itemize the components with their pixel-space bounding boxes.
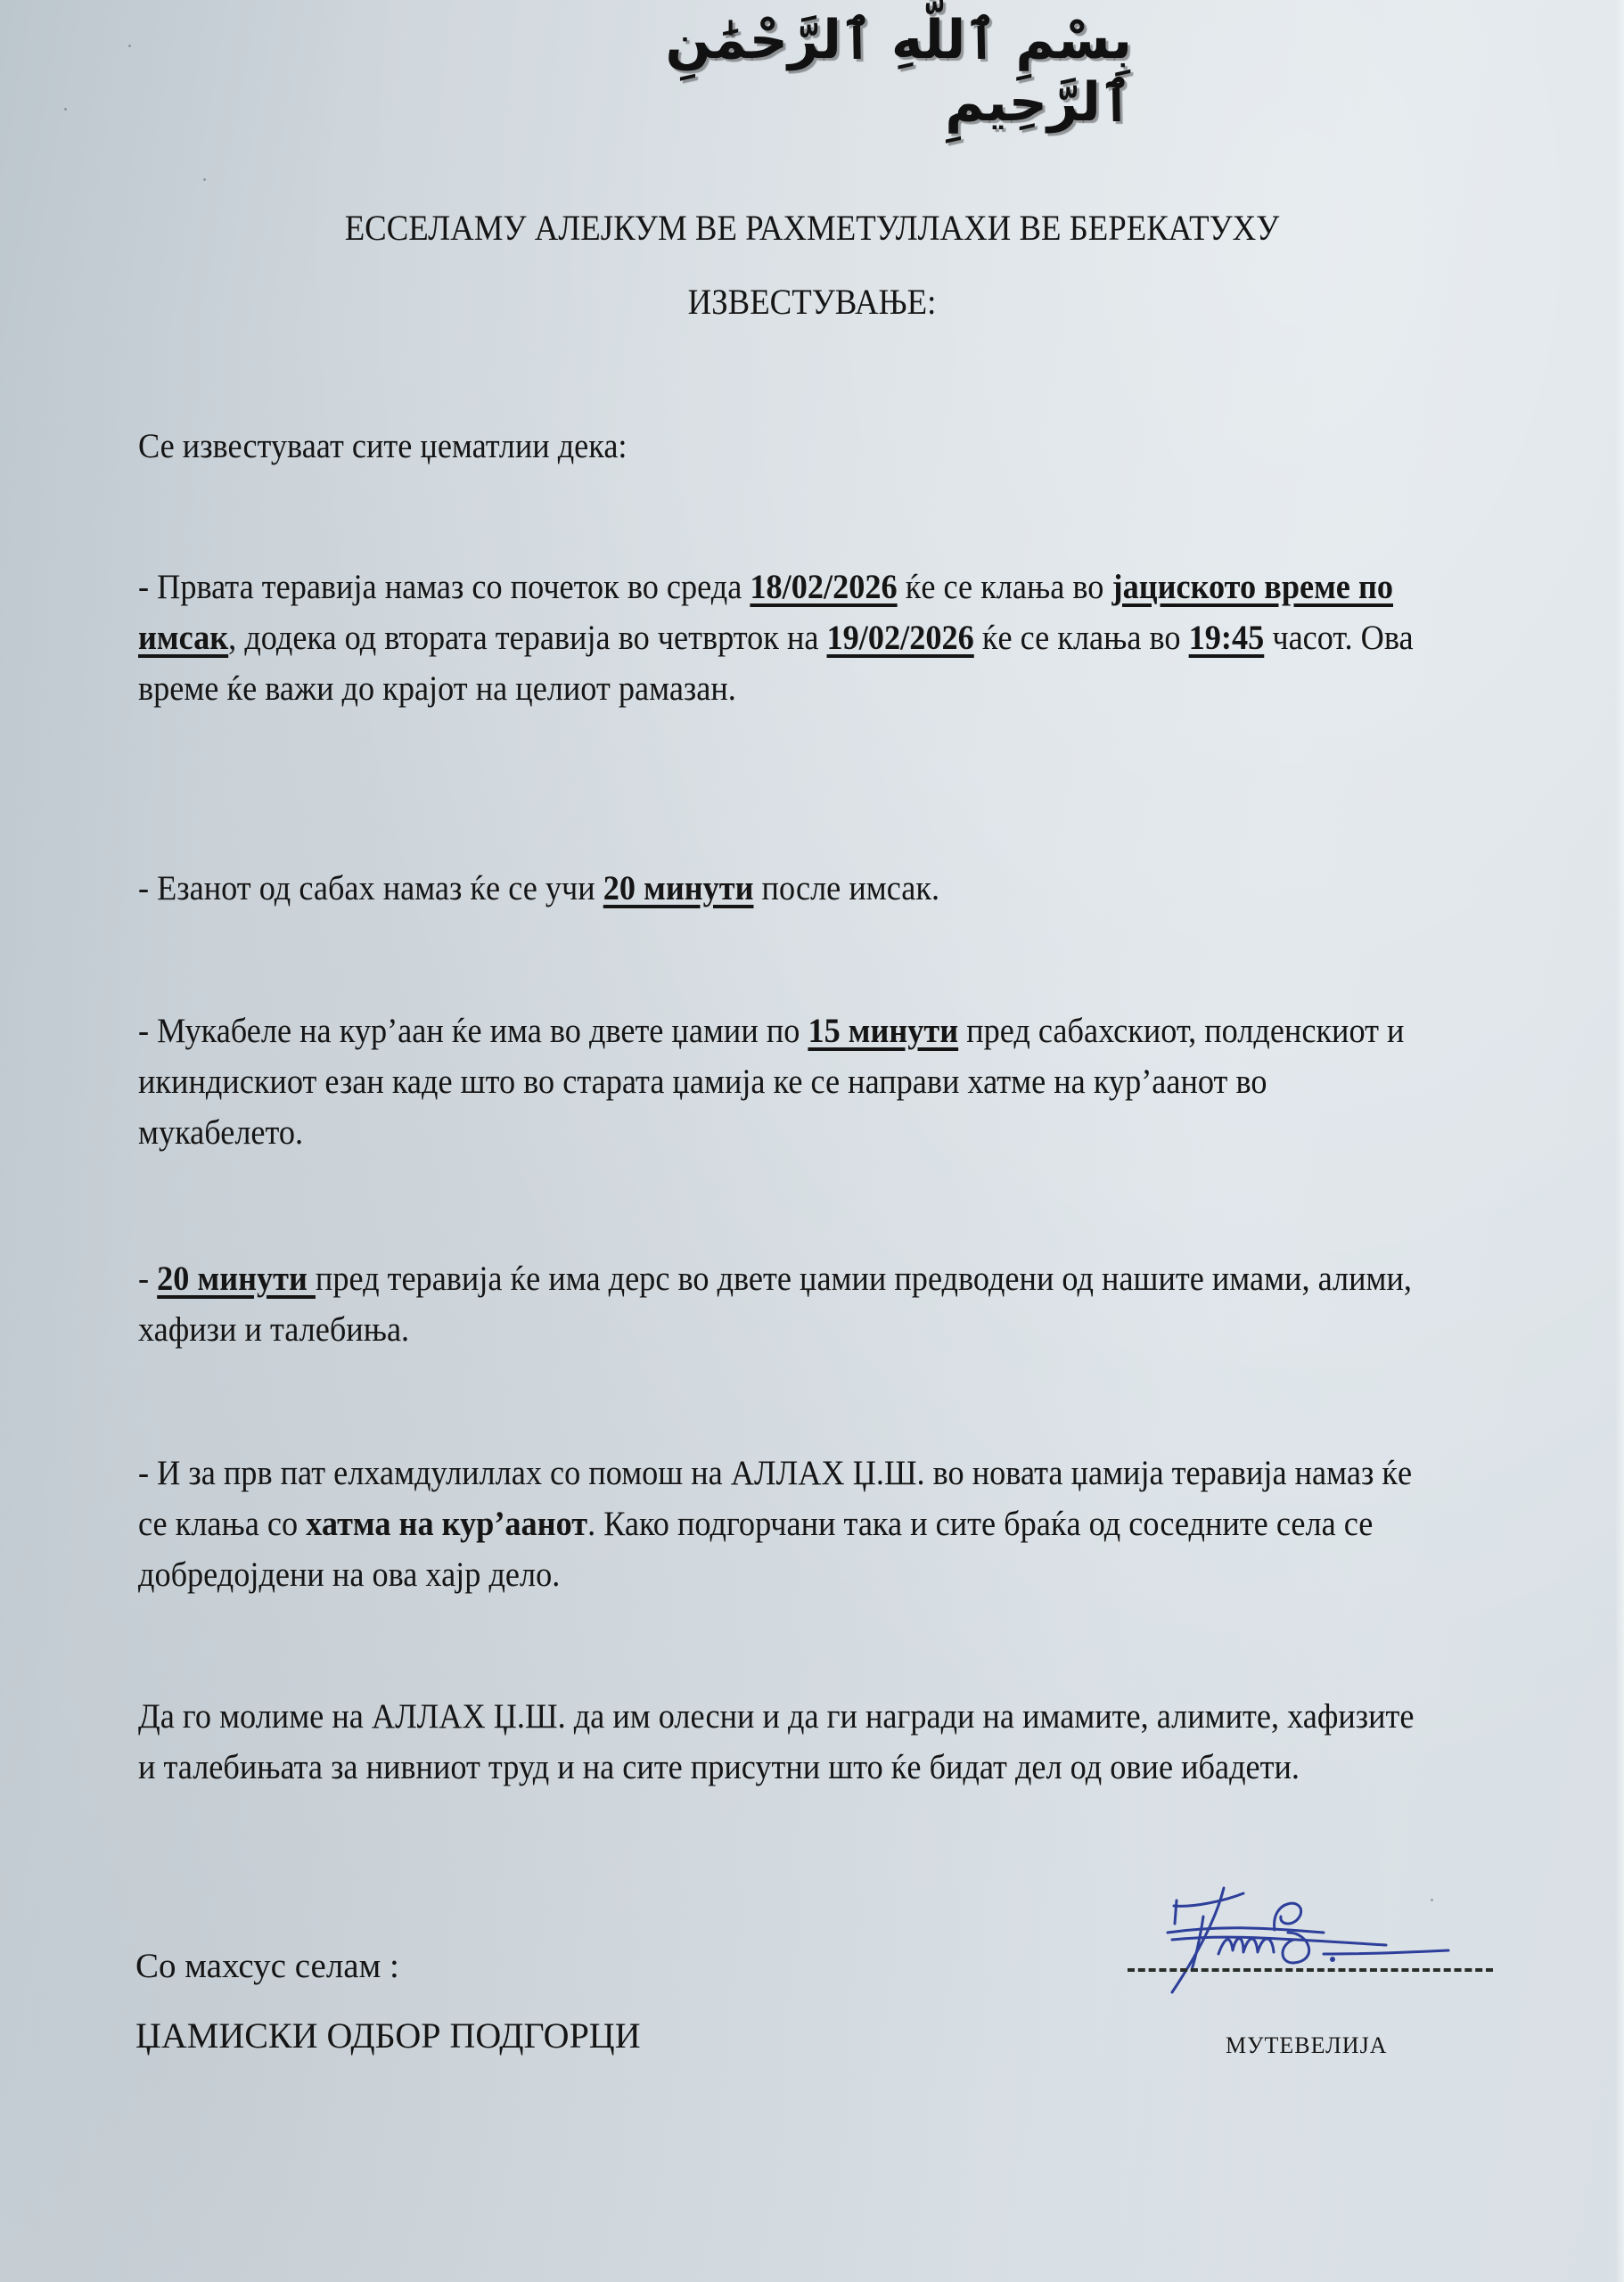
paragraph-text: часот. Ова време ќе важи до крајот на целиот рамазан. (138, 619, 1414, 708)
emphasized-text: 18/02/2026 (750, 568, 898, 606)
document-title: ИЗВЕСТУВАЊЕ: (687, 282, 937, 322)
handwritten-signature-icon (1119, 1881, 1511, 2006)
paper-speck (128, 45, 131, 47)
bold-text: хатма на кур’аанот (306, 1505, 588, 1543)
emphasized-text: 20 минути (603, 869, 754, 907)
paragraph-text: - Езанот од сабах намаз ќе се учи (138, 869, 603, 907)
paragraph-text: . Како подгорчани така и сите браќа од соседните села се добредојдени на ова хајр дело. (138, 1505, 1374, 1594)
page-edge (1615, 0, 1624, 2282)
signature-line (1128, 1968, 1493, 1972)
paragraph-text: , додека од втората теравија во четврток на (228, 619, 827, 657)
signature-title: МУТЕВЕЛИЈА (1226, 2032, 1388, 2058)
emphasized-text: 20 минути (157, 1260, 316, 1298)
paragraph-text: ќе се клања во (897, 568, 1112, 606)
paragraph-text: после имсак. (753, 869, 940, 907)
emphasized-text: јациското време по имсак (138, 568, 1393, 657)
paragraph-text: - (138, 1260, 158, 1298)
bismillah-calligraphy: بِسْمِ ٱللَّهِ ٱلرَّحْمَٰنِ ٱلرَّحِيمِ (665, 9, 1132, 134)
paragraph-text: - И за прв пат елхамдулиллах со помош на АЛЛАХ Џ.Ш. во новата џамија теравија намаз ќе се клања со (138, 1454, 1413, 1543)
paper-speck (203, 178, 206, 181)
emphasized-text: 15 минути (808, 1012, 959, 1050)
emphasized-text: 19:45 (1188, 619, 1265, 657)
paragraph-text: Да го молиме на АЛЛАХ Џ.Ш. да им олесни и да ги награди на имамите, алимите, хафизите и талебињата за нивниот труд и на сите присутни што ќе бидат дел од овие ибадети. (138, 1697, 1415, 1786)
paragraph-ders (138, 1253, 1431, 1355)
paragraph-new-mosque-khatm (138, 1448, 1431, 1600)
paragraph-text: - Првата теравија намаз со почеток во среда (138, 568, 750, 606)
organization-name: ЏАМИСКИ ОДБОР ПОДГОРЦИ (135, 2015, 641, 2056)
emphasized-text: 19/02/2026 (826, 619, 974, 657)
paragraph-mukabele (138, 1006, 1431, 1158)
signature-block (1119, 1881, 1511, 2077)
paragraph-taraweeh-schedule (138, 562, 1431, 714)
closing-salutation: Со махсус селам : (135, 1947, 399, 1985)
paragraph-text: пред теравија ќе има дерс во двете џамии предводени од нашите имами, алими, хафизи и талебиња. (138, 1260, 1412, 1349)
paragraph-text: пред сабахскиот, полденскиот и икиндискиот езан каде што во старата џамија ке се направи хатме на кур’аанот во мукабелето. (138, 1012, 1405, 1152)
greeting-heading: ЕССЕЛАМУ АЛЕЈКУМ ВЕ РАХМЕТУЛЛАХИ ВЕ БЕРЕКАТУХУ (344, 208, 1280, 248)
intro-text: Се известуваат сите џематлии дека: (138, 427, 627, 465)
paragraph-text: ќе се клања во (973, 619, 1189, 657)
paragraph-fajr-adhan (138, 863, 1431, 914)
paragraph-text: - Мукабеле на кур’аан ќе има во двете џамии по (138, 1012, 808, 1050)
paper-speck (64, 108, 67, 111)
paragraph-dua (138, 1691, 1431, 1793)
